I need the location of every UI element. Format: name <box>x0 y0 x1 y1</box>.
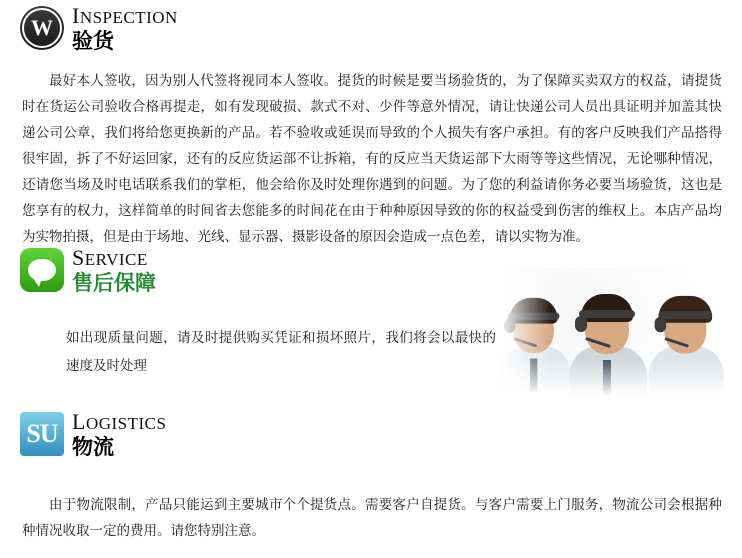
call-center-agents-photo <box>497 268 742 396</box>
inspection-title-cn: 验货 <box>72 29 114 53</box>
service-body-text: 如出现质量问题，请及时提供购买凭证和损坏照片，我们将会以最快的速度及时处理 <box>66 330 496 374</box>
logistics-title-en-initial: L <box>72 409 86 434</box>
logistics-heading-text <box>72 409 167 459</box>
stumbleupon-su-icon <box>20 412 64 456</box>
logistics-title-en <box>72 409 167 434</box>
section-header-inspection <box>20 3 178 53</box>
service-title-en-rest: ERVICE <box>84 250 148 269</box>
stumbleupon-su-glyph: SU <box>26 419 58 448</box>
service-title-cn: 售后保障 <box>72 271 156 295</box>
service-title-en-initial: S <box>72 245 85 270</box>
chat-bubble-icon <box>20 248 64 292</box>
section-header-service <box>20 245 156 295</box>
wordpress-w-glyph: W <box>22 8 62 48</box>
photo-edge-fade <box>497 268 742 396</box>
section-header-logistics <box>20 409 167 459</box>
logistics-title-cn: 物流 <box>72 435 114 459</box>
service-title-en <box>72 245 156 270</box>
logistics-body-text: 由于物流限制，产品只能运到主要城市个个提货点。需要客户自提货。与客户需要上门服务，物流公司会根据种种情况收取一定的费用。请您特别注意。 <box>22 497 722 539</box>
inspection-title-en-initial: I <box>72 3 80 28</box>
logistics-title-en-rest: OGISTICS <box>85 414 167 433</box>
chat-bubble-shape <box>28 259 56 281</box>
service-heading-text <box>72 245 156 295</box>
inspection-title-en-rest: NSPECTION <box>79 8 178 27</box>
inspection-body-text: 最好本人签收，因为别人代签将视同本人签收。提货的时候是要当场验货的，为了保障买卖双方的权益，请提货时在货运公司验收合格再提走，如有发现破损、款式不对、少件等意外情况，请让快递公司人员出具证明并加盖其快递公司公章，我们将给您更换新的产品。若不验收或延误而导致的个人损失有客户承担。有的客户反映我们产品搭得很牢固，拆了不好运回家，还有的反应货运部不让拆箱，有的反应当天货运部下大雨等等这些情况，无论哪种情况，还请您当场及时电话联系我们的掌柜，他会给你及时处理你遇到的问题。为了您的利益请你务必要当场验货，这也是您享有的权力，这样简单的时间省去您能多的时间花在由于种种原因导致的你的权益受到伤害的维权上。本店产品均为实物拍摄，但是由于场地、光线、显示器、摄影设备的原因会造成一点色差，请以实物为准。 <box>22 73 722 245</box>
inspection-heading-text <box>72 3 178 53</box>
inspection-title-en <box>72 3 178 28</box>
wordpress-w-icon <box>20 6 64 50</box>
